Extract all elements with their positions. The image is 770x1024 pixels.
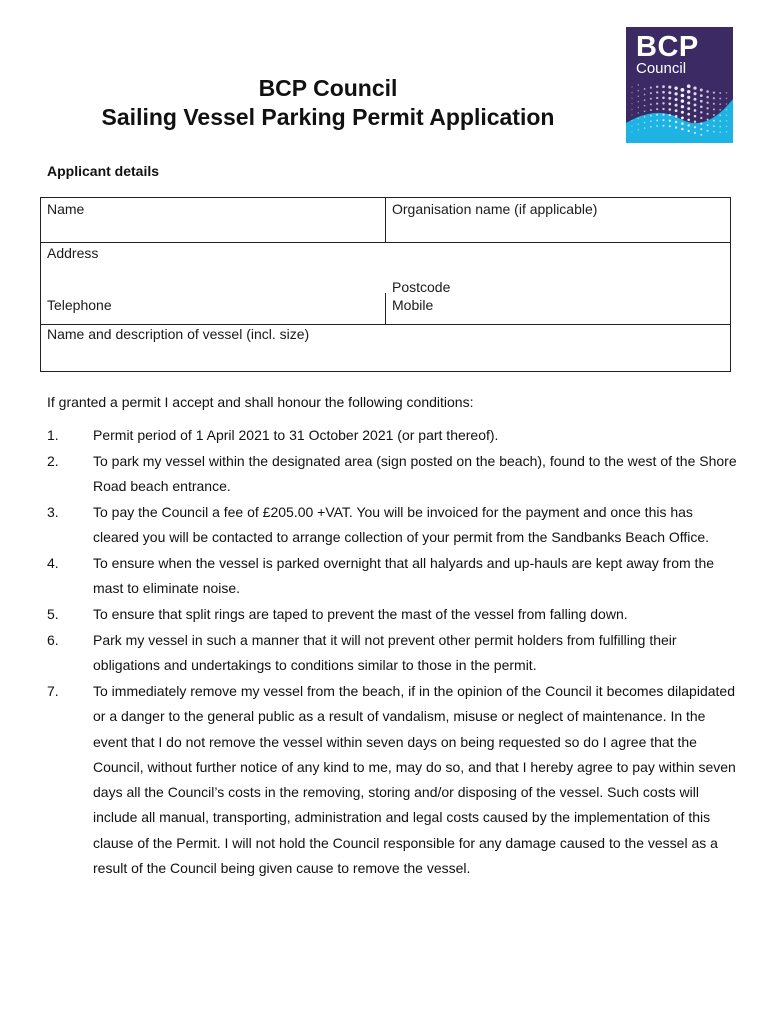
telephone-field-label: Telephone — [47, 297, 112, 313]
divider — [385, 293, 386, 324]
condition-text: Permit period of 1 April 2021 to 31 October 2021 (or part thereof). — [93, 427, 499, 443]
logo-text-council: Council — [636, 60, 687, 77]
condition-text: To ensure that split rings are taped to prevent the mast of the vessel from falling down. — [93, 606, 628, 623]
condition-number: 6. — [47, 631, 59, 648]
condition-item — [47, 602, 737, 627]
applicant-details-heading: Applicant details — [47, 163, 160, 179]
address-field-label: Address — [47, 245, 99, 261]
page-title — [40, 74, 616, 132]
condition-number: 5. — [47, 606, 59, 623]
condition-text: To immediately remove my vessel from the beach, if in the opinion of the Council it becomes dilapidated or a danger to the general public as a result of vandalism, misuse or neglect of maintenance. In the event that I do not remove the vessel within seven days on being requested so do I agree that the Council, without further notice of any kind to me, may do so, and that I hereby agree to pay within seven days all the Council’s costs in the removing, storing and/or disposing of the vessel. Such costs will include all manual, transporting, administration and legal costs caused by the implementation of this clause of the Permit. I will not hold the Council responsible for any damage caused to the vessel as a result of the Council being given cause to remove the vessel. — [93, 682, 736, 877]
name-field-label: Name — [47, 201, 85, 217]
condition-number: 3. — [47, 503, 59, 520]
conditions-intro: If granted a permit I accept and shall honour the following conditions: — [47, 394, 474, 410]
condition-text: To pay the Council a fee of £205.00 +VAT. You will be invoiced for the payment and once this has cleared you will be contacted to arrange collection of your permit from the Sandbanks Beach Office. — [93, 503, 710, 546]
divider — [385, 198, 386, 242]
logo-text-bcp: BCP — [636, 31, 699, 63]
condition-item — [47, 423, 737, 448]
condition-text: To ensure when the vessel is parked overnight that all halyards and up-hauls are kept away from the mast to eliminate noise. — [93, 554, 715, 597]
mobile-field-label: Mobile — [392, 297, 434, 313]
condition-item — [47, 500, 737, 551]
condition-number: 2. — [47, 452, 59, 469]
organisation-field-label: Organisation name (if applicable) — [392, 201, 598, 217]
divider — [41, 324, 730, 325]
bcp-council-logo — [626, 27, 733, 143]
divider — [41, 242, 730, 243]
condition-item — [47, 679, 737, 881]
condition-number: 1. — [47, 427, 59, 443]
council-name: BCP Council — [258, 75, 398, 101]
condition-number: 4. — [47, 554, 59, 571]
vessel-field-label: Name and description of vessel (incl. size) — [47, 326, 310, 342]
applicant-details-form — [40, 197, 731, 372]
condition-text: To park my vessel within the designated area (sign posted on the beach), found to the west of the Shore Road beach entrance. — [93, 452, 737, 495]
condition-text: Park my vessel in such a manner that it will not prevent other permit holders from fulfilling their obligations and undertakings to conditions similar to those in the permit. — [93, 631, 677, 674]
condition-number: 7. — [47, 682, 59, 699]
condition-item — [47, 628, 737, 679]
condition-item — [47, 449, 737, 500]
postcode-field-label: Postcode — [392, 279, 451, 295]
condition-item — [47, 551, 737, 602]
form-title: Sailing Vessel Parking Permit Application — [101, 104, 555, 130]
conditions-list — [47, 423, 737, 882]
